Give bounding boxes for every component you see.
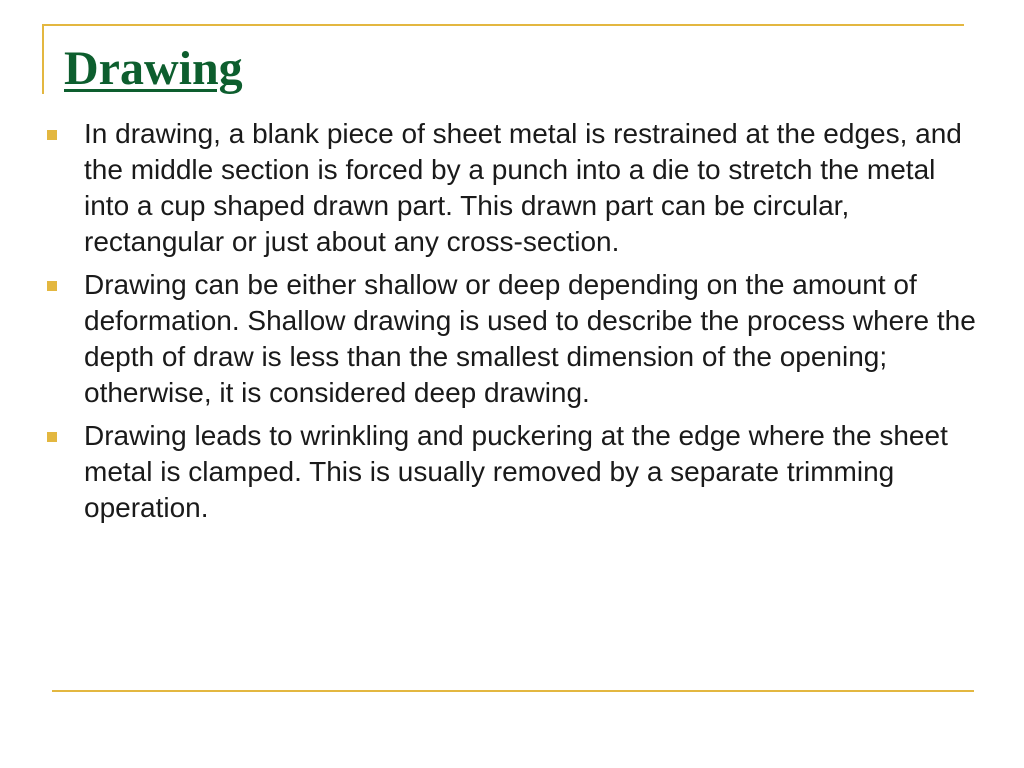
square-bullet-icon bbox=[47, 281, 57, 291]
square-bullet-icon bbox=[47, 432, 57, 442]
square-bullet-icon bbox=[47, 130, 57, 140]
bottom-accent-line bbox=[52, 690, 974, 692]
top-accent-line bbox=[42, 24, 964, 26]
bullet-list bbox=[44, 116, 976, 533]
bullet-text: Drawing leads to wrinkling and puckering at the edge where the sheet metal is clamped. This is usually removed by a separate trimming operation. bbox=[84, 420, 948, 523]
bullet-item bbox=[44, 267, 976, 411]
left-accent-line bbox=[42, 24, 44, 94]
bullet-text: In drawing, a blank piece of sheet metal is restrained at the edges, and the middle section is forced by a punch into a die to stretch the metal into a cup shaped drawn part. This drawn part can be circular, rectangular or just about any cross-section. bbox=[84, 118, 962, 257]
bullet-text: Drawing can be either shallow or deep depending on the amount of deformation. Shallow drawing is used to describe the process where the depth of draw is less than the smallest dimension of the opening; otherwise, it is considered deep drawing. bbox=[84, 269, 976, 408]
bullet-item bbox=[44, 116, 976, 260]
bullet-item bbox=[44, 418, 976, 526]
slide-title: Drawing bbox=[64, 42, 243, 95]
